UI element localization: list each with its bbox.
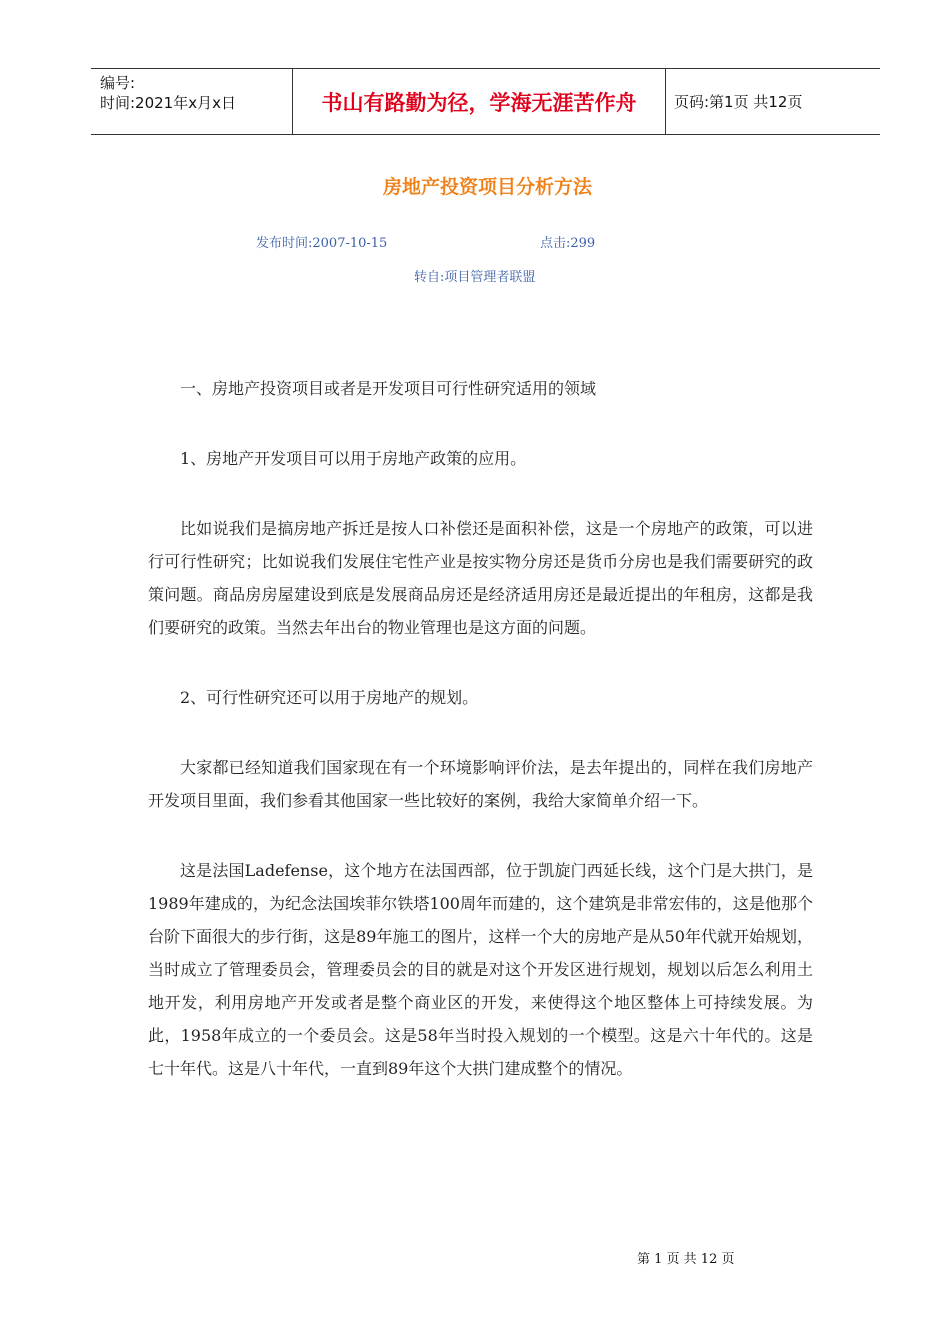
page-footer: 第 1 页 共 12 页	[637, 1252, 735, 1267]
header-left-cell	[91, 69, 293, 134]
article-title: 房地产投资项目分析方法	[382, 176, 592, 198]
paragraph-ladefense: 这是法国Ladefense，这个地方在法国西部，位于凯旋门西延长线，这个门是大拱门，是1989年建成的，为纪念法国埃菲尔铁塔100周年而建的，这个建筑是非常宏伟的，这是他那个台阶下面很大的步行街，这是89年施工的图片，这样一个大的房地产是从50年代就开始规划，当时成立了管理委员会，管理委员会的目的就是对这个开发区进行规划，规划以后怎么利用土地开发，利用房地产开发或者是整个商业区的开发，来使得这个地区整体上可持续发展。为此，1958年成立的一个委员会。这是58年当时投入规划的一个模型。这是六十年代的。这是七十年代。这是八十年代，一直到89年这个大拱门建成整个的情况。	[148, 861, 813, 1078]
header-page-info: 页码:第1页 共12页	[674, 93, 803, 111]
header-table	[91, 68, 880, 135]
subsection-heading-1: 1、房地产开发项目可以用于房地产政策的应用。	[180, 449, 527, 468]
paragraph-environment: 大家都已经知道我们国家现在有一个环境影响评价法，是去年提出的，同样在我们房地产开发项目里面，我们参看其他国家一些比较好的案例，我给大家简单介绍一下。	[148, 758, 813, 810]
article-body	[148, 372, 813, 1085]
number-label: 编号:	[100, 74, 136, 92]
section-heading: 一、房地产投资项目或者是开发项目可行性研究适用的领域	[180, 379, 597, 398]
header-slogan: 书山有路勤为径，学海无涯苦作舟	[293, 69, 666, 134]
paragraph-policy: 比如说我们是搞房地产拆迁是按人口补偿还是面积补偿，这是一个房地产的政策，可以进行可行性研究；比如说我们发展住宅性产业是按实物分房还是货币分房也是我们需要研究的政策问题。商品房房屋建设到底是发展商品房还是经济适用房还是最近提出的年租房，这都是我们要研究的政策。当然去年出台的物业管理也是这方面的问题。	[148, 519, 813, 637]
publish-time: 发布时间:2007-10-15	[256, 236, 388, 251]
time-label: 时间:2021年x月x日	[100, 94, 236, 112]
article-source: 转自:项目管理者联盟	[414, 270, 536, 285]
subsection-heading-2: 2、可行性研究还可以用于房地产的规划。	[180, 688, 479, 707]
hit-count: 点击:299	[540, 236, 596, 251]
